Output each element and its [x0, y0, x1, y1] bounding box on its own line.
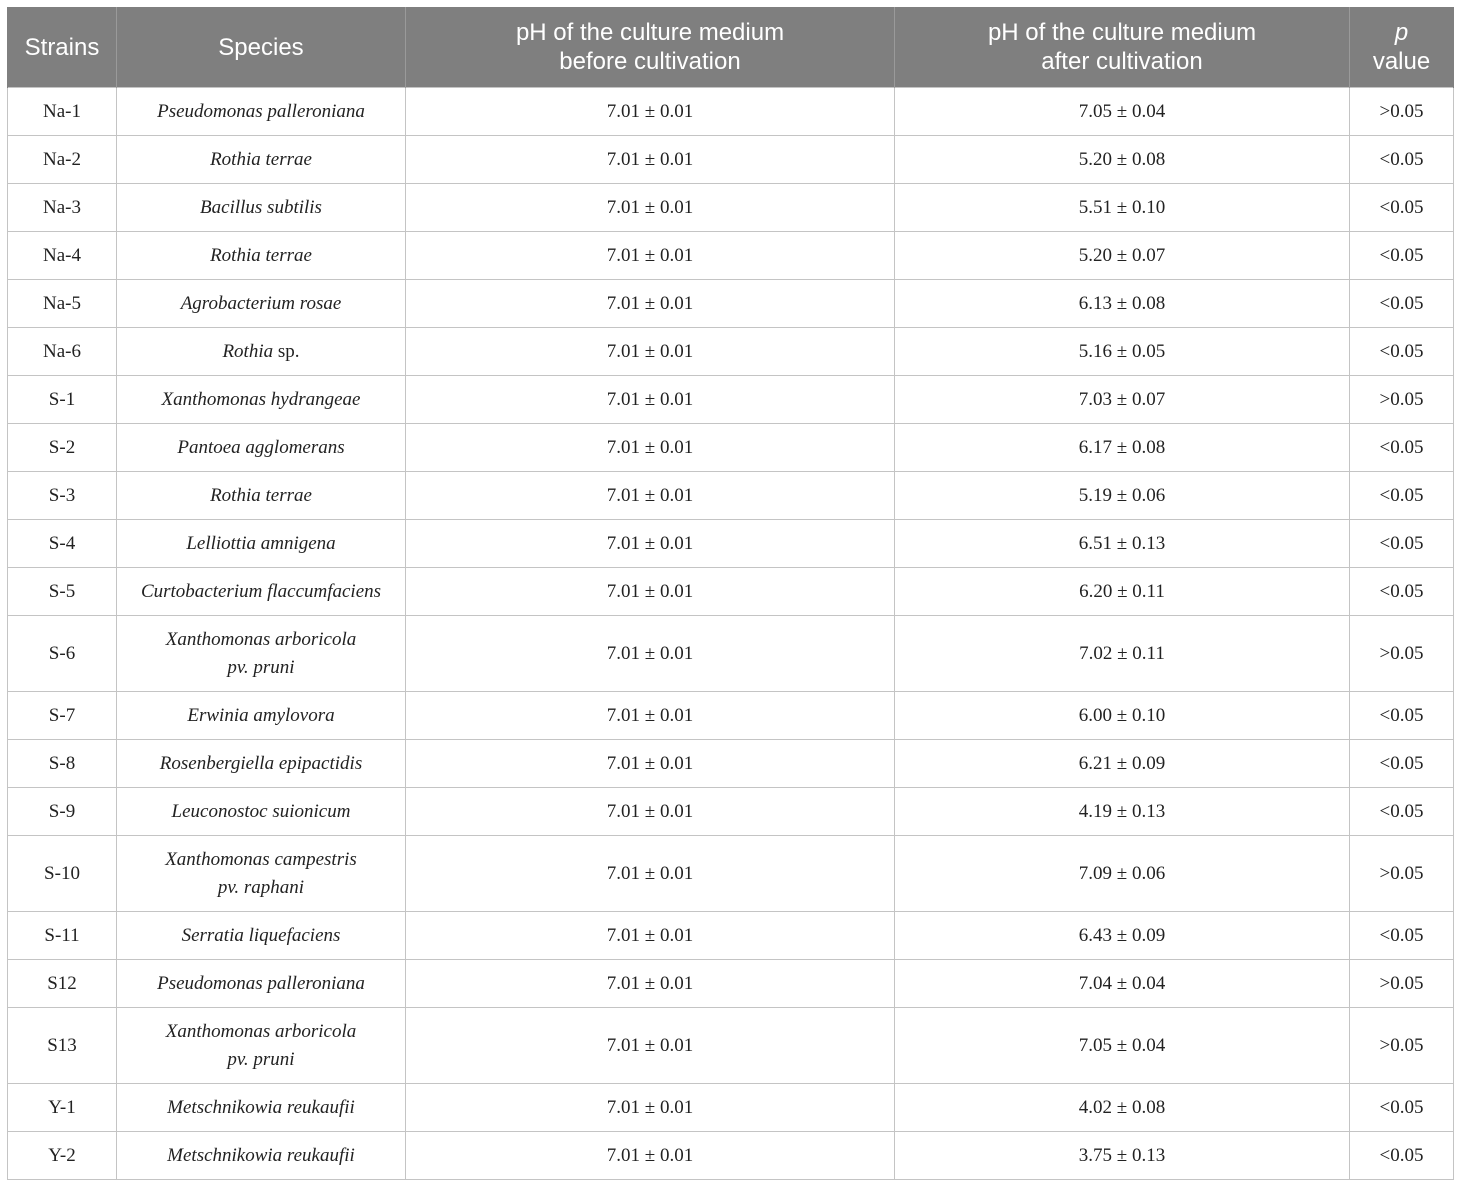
species-name: Pseudomonas palleroniana — [157, 100, 365, 122]
cell-p-value: >0.05 — [1350, 376, 1454, 424]
cell-p-value: <0.05 — [1350, 1132, 1454, 1180]
cell-ph-before: 7.01 ± 0.01 — [406, 740, 895, 788]
cell-p-value: >0.05 — [1350, 960, 1454, 1008]
cell-species — [117, 836, 406, 912]
cell-p-value: <0.05 — [1350, 232, 1454, 280]
table-row — [8, 520, 1454, 568]
cell-ph-before: 7.01 ± 0.01 — [406, 184, 895, 232]
table-row — [8, 1084, 1454, 1132]
cell-ph-before: 7.01 ± 0.01 — [406, 568, 895, 616]
cell-strain: Na-3 — [8, 184, 117, 232]
cell-ph-after: 6.51 ± 0.13 — [895, 520, 1350, 568]
cell-ph-after: 6.13 ± 0.08 — [895, 280, 1350, 328]
cell-species — [117, 136, 406, 184]
cell-ph-before: 7.01 ± 0.01 — [406, 88, 895, 136]
cell-species — [117, 568, 406, 616]
table-row — [8, 568, 1454, 616]
table-row — [8, 960, 1454, 1008]
species-name: Rothia terrae — [210, 244, 312, 266]
header-ph-after-line2: after cultivation — [1041, 48, 1203, 75]
species-name: Xanthomonas arboricola — [165, 628, 357, 650]
cell-ph-before: 7.01 ± 0.01 — [406, 472, 895, 520]
cell-p-value: <0.05 — [1350, 912, 1454, 960]
cell-species — [117, 280, 406, 328]
cell-species — [117, 376, 406, 424]
cell-strain: S-5 — [8, 568, 117, 616]
cell-p-value: >0.05 — [1350, 1008, 1454, 1084]
species-name: Pseudomonas palleroniana — [157, 972, 365, 994]
cell-p-value: >0.05 — [1350, 836, 1454, 912]
cell-species — [117, 616, 406, 692]
table-row — [8, 424, 1454, 472]
table-row — [8, 1132, 1454, 1180]
cell-p-value: <0.05 — [1350, 280, 1454, 328]
cell-ph-after: 6.43 ± 0.09 — [895, 912, 1350, 960]
species-name: Rothia — [222, 340, 274, 362]
table-header — [8, 7, 1454, 88]
cell-ph-before: 7.01 ± 0.01 — [406, 1132, 895, 1180]
cell-strain: Y-1 — [8, 1084, 117, 1132]
species-name: Pantoea agglomerans — [177, 436, 345, 458]
species-name: Metschnikowia reukaufii — [167, 1144, 355, 1166]
species-name: Xanthomonas hydrangeae — [161, 388, 361, 410]
species-name: Serratia liquefaciens — [181, 924, 341, 946]
cell-strain: S-11 — [8, 912, 117, 960]
species-name: Rothia terrae — [210, 484, 312, 506]
cell-strain: Na-5 — [8, 280, 117, 328]
table-body — [8, 88, 1454, 1180]
cell-species — [117, 232, 406, 280]
cell-species — [117, 740, 406, 788]
table-row — [8, 232, 1454, 280]
cell-ph-before: 7.01 ± 0.01 — [406, 960, 895, 1008]
species-name: Curtobacterium flaccumfaciens — [140, 580, 382, 602]
species-name: Leuconostoc suionicum — [171, 800, 351, 822]
cell-strain: Y-2 — [8, 1132, 117, 1180]
cell-ph-before: 7.01 ± 0.01 — [406, 376, 895, 424]
species-pathovar: pv. raphani — [217, 876, 305, 898]
cell-ph-after: 5.16 ± 0.05 — [895, 328, 1350, 376]
cell-ph-after: 6.20 ± 0.11 — [895, 568, 1350, 616]
species-name: Lelliottia amnigena — [186, 532, 336, 554]
header-row — [8, 7, 1454, 88]
cell-ph-after: 7.05 ± 0.04 — [895, 1008, 1350, 1084]
species-name: Erwinia amylovora — [187, 704, 335, 726]
cell-strain: Na-6 — [8, 328, 117, 376]
cell-species — [117, 1008, 406, 1084]
cell-species — [117, 912, 406, 960]
cell-ph-before: 7.01 ± 0.01 — [406, 1084, 895, 1132]
species-name: Xanthomonas campestris — [165, 848, 357, 870]
table-row — [8, 692, 1454, 740]
header-ph-before-line1: pH of the culture medium — [515, 19, 785, 46]
cell-strain: Na-1 — [8, 88, 117, 136]
cell-p-value: <0.05 — [1350, 184, 1454, 232]
header-strains: Strains — [8, 7, 117, 88]
cell-ph-before: 7.01 ± 0.01 — [406, 136, 895, 184]
header-species: Species — [117, 7, 406, 88]
cell-ph-after: 5.20 ± 0.08 — [895, 136, 1350, 184]
cell-strain: S-3 — [8, 472, 117, 520]
cell-ph-before: 7.01 ± 0.01 — [406, 280, 895, 328]
cell-ph-after: 7.04 ± 0.04 — [895, 960, 1350, 1008]
table-row — [8, 136, 1454, 184]
cell-ph-after: 5.51 ± 0.10 — [895, 184, 1350, 232]
table-row — [8, 1008, 1454, 1084]
cell-species — [117, 788, 406, 836]
cell-ph-before: 7.01 ± 0.01 — [406, 788, 895, 836]
cell-ph-after: 7.09 ± 0.06 — [895, 836, 1350, 912]
cell-p-value: <0.05 — [1350, 1084, 1454, 1132]
table-row — [8, 280, 1454, 328]
cell-p-value: <0.05 — [1350, 568, 1454, 616]
species-name: Rothia terrae — [210, 148, 312, 170]
cell-strain: S-8 — [8, 740, 117, 788]
species-name: Bacillus subtilis — [200, 196, 322, 218]
table-row — [8, 472, 1454, 520]
cell-ph-before: 7.01 ± 0.01 — [406, 520, 895, 568]
header-p-value-line1: p — [1394, 19, 1409, 46]
header-p-value-line2: value — [1372, 48, 1431, 75]
cell-species — [117, 184, 406, 232]
cell-p-value: <0.05 — [1350, 136, 1454, 184]
cell-species — [117, 1084, 406, 1132]
cell-ph-after: 6.17 ± 0.08 — [895, 424, 1350, 472]
cell-strain: S-10 — [8, 836, 117, 912]
species-name: Xanthomonas arboricola — [165, 1020, 357, 1042]
cell-ph-after: 7.05 ± 0.04 — [895, 88, 1350, 136]
cell-p-value: <0.05 — [1350, 520, 1454, 568]
table-row — [8, 912, 1454, 960]
cell-ph-after: 6.00 ± 0.10 — [895, 692, 1350, 740]
species-name: Rosenbergiella epipactidis — [159, 752, 363, 774]
cell-species — [117, 520, 406, 568]
cell-species — [117, 328, 406, 376]
table-row — [8, 184, 1454, 232]
header-ph-before-line2: before cultivation — [559, 48, 741, 75]
table-row — [8, 616, 1454, 692]
cell-strain: S-2 — [8, 424, 117, 472]
cell-ph-after: 4.19 ± 0.13 — [895, 788, 1350, 836]
cell-strain: S-1 — [8, 376, 117, 424]
cell-species — [117, 960, 406, 1008]
cell-p-value: <0.05 — [1350, 788, 1454, 836]
cell-ph-before: 7.01 ± 0.01 — [406, 912, 895, 960]
cell-p-value: <0.05 — [1350, 424, 1454, 472]
cell-ph-before: 7.01 ± 0.01 — [406, 836, 895, 912]
cell-strain: S13 — [8, 1008, 117, 1084]
header-ph-after — [895, 7, 1350, 88]
cell-strain: S12 — [8, 960, 117, 1008]
cell-strain: S-7 — [8, 692, 117, 740]
cell-species — [117, 88, 406, 136]
cell-ph-after: 4.02 ± 0.08 — [895, 1084, 1350, 1132]
cell-p-value: <0.05 — [1350, 740, 1454, 788]
species-name: Agrobacterium rosae — [180, 292, 342, 314]
species-suffix: sp. — [273, 340, 300, 362]
cell-strain: Na-4 — [8, 232, 117, 280]
table-row — [8, 328, 1454, 376]
table-row — [8, 836, 1454, 912]
header-p-value — [1350, 7, 1454, 88]
cell-ph-after: 5.20 ± 0.07 — [895, 232, 1350, 280]
header-ph-before — [406, 7, 895, 88]
cell-ph-after: 6.21 ± 0.09 — [895, 740, 1350, 788]
cell-species — [117, 692, 406, 740]
table-row — [8, 788, 1454, 836]
cell-p-value: <0.05 — [1350, 472, 1454, 520]
header-ph-after-line1: pH of the culture medium — [987, 19, 1257, 46]
cell-species — [117, 1132, 406, 1180]
cell-p-value: >0.05 — [1350, 616, 1454, 692]
cell-strain: S-4 — [8, 520, 117, 568]
cell-ph-after: 7.03 ± 0.07 — [895, 376, 1350, 424]
cell-ph-after: 3.75 ± 0.13 — [895, 1132, 1350, 1180]
cell-p-value: <0.05 — [1350, 692, 1454, 740]
cell-strain: Na-2 — [8, 136, 117, 184]
cell-ph-before: 7.01 ± 0.01 — [406, 1008, 895, 1084]
cell-strain: S-6 — [8, 616, 117, 692]
cell-p-value: <0.05 — [1350, 328, 1454, 376]
cell-p-value: >0.05 — [1350, 88, 1454, 136]
species-pathovar: pv. pruni — [227, 656, 295, 678]
cell-species — [117, 472, 406, 520]
cell-ph-before: 7.01 ± 0.01 — [406, 424, 895, 472]
table-row — [8, 740, 1454, 788]
cell-ph-before: 7.01 ± 0.01 — [406, 692, 895, 740]
cell-ph-after: 5.19 ± 0.06 — [895, 472, 1350, 520]
ph-data-table — [7, 7, 1454, 1180]
species-pathovar: pv. pruni — [227, 1048, 295, 1070]
cell-strain: S-9 — [8, 788, 117, 836]
species-name: Metschnikowia reukaufii — [167, 1096, 355, 1118]
cell-species — [117, 424, 406, 472]
table-row — [8, 88, 1454, 136]
cell-ph-after: 7.02 ± 0.11 — [895, 616, 1350, 692]
table-row — [8, 376, 1454, 424]
cell-ph-before: 7.01 ± 0.01 — [406, 232, 895, 280]
cell-ph-before: 7.01 ± 0.01 — [406, 616, 895, 692]
cell-ph-before: 7.01 ± 0.01 — [406, 328, 895, 376]
